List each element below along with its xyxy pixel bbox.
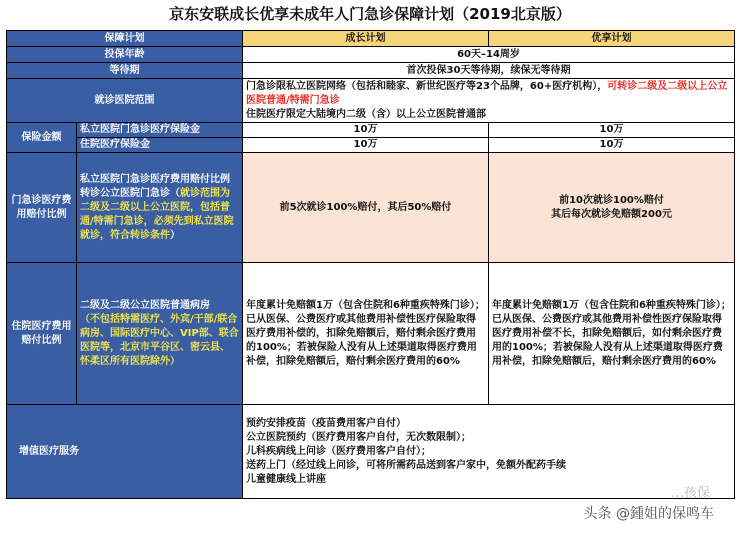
service-item: 公立医院预约（医疗费用客户自付，无次数限制）；	[246, 431, 471, 443]
insurance-plan-table	[6, 30, 735, 499]
inpatient-sub-label	[77, 263, 243, 405]
amount-inpatient-a: 10万	[243, 138, 489, 153]
outpatient-plan-a: 前5次就诊100%赔付，其后50%赔付	[243, 153, 489, 263]
page-title: 京东安联成长优享未成年人门急诊保障计划（2019北京版）	[169, 5, 571, 23]
inpatient-row	[7, 263, 735, 405]
hospital-line1: 门急诊限私立医院网络（包括和睦家、新世纪医疗等23个品牌，60+医疗机构），	[246, 80, 608, 92]
inpatient-sub-label-text: 二级及二级公立医院普通病房	[80, 299, 210, 311]
age-row	[7, 47, 735, 63]
amount-inpatient-b: 10万	[489, 138, 735, 153]
outpatient-plan-b	[489, 153, 735, 263]
amount-label: 保险金额	[7, 123, 77, 153]
amount-private-label: 私立医院门急诊医疗保险金	[77, 123, 243, 138]
service-item: 送药上门（经过线上问诊，可将所需药品送到客户家中，免额外配药手续	[246, 459, 566, 471]
outpatient-transfer-label: 转诊公立医院门急诊（	[80, 187, 180, 199]
service-item: 预约安排疫苗（疫苗费用客户自付）	[246, 417, 406, 429]
service-list	[243, 405, 735, 499]
hospital-label: 就诊医院范围	[7, 79, 243, 123]
outpatient-private-label: 私立医院门急诊医疗费用赔付比例	[80, 173, 230, 185]
watermark: 头条 @鍾姐的保鸣车	[583, 506, 714, 522]
faded-watermark: …孩保	[670, 486, 710, 501]
waiting-row	[7, 63, 735, 79]
hospital-value	[243, 79, 735, 123]
service-label: 增值医疗服务	[7, 405, 243, 499]
header-plan-label: 保障计划	[7, 31, 243, 47]
service-item: 儿科疾病线上问诊（医疗费用客户自付）；	[246, 445, 431, 457]
header-plan-a: 成长计划	[243, 31, 489, 47]
inpatient-sub-yellow: （不包括特需医疗、外宾/干部/联合病房、国际医疗中心、VIP部、联合医院等，北京市平谷区、密云县、怀柔区所有医院除外）	[80, 313, 239, 367]
waiting-value: 首次投保30天等待期，续保无等待期	[243, 63, 735, 79]
amount-inpatient-row	[7, 138, 735, 153]
amount-inpatient-label: 住院医疗保险金	[77, 138, 243, 153]
header-row	[7, 31, 735, 47]
header-plan-b: 优享计划	[489, 31, 735, 47]
amount-private-a: 10万	[243, 123, 489, 138]
outpatient-b-line2: 其后每次就诊免赔额200元	[551, 208, 672, 220]
outpatient-transfer-yellow: 就诊范围为二级及二级以上公立医院，包括普通/特需门急诊，必须先到私立医院就诊，符合转诊条件	[80, 187, 234, 241]
amount-private-b: 10万	[489, 123, 735, 138]
amount-private-row	[7, 123, 735, 138]
outpatient-sub-label	[77, 153, 243, 263]
inpatient-label: 住院医疗费用赔付比例	[7, 263, 77, 405]
inpatient-plan-a: 年度累计免赔额1万（包含住院和6种重疾特殊门诊）；已从医保、公费医疗或其他费用补偿性医疗保险取得医疗费用补偿的，扣除免赔额后，赔付剩余医疗费用的100%；若被保险人没有从上述渠道取得医疗费用补偿，扣除免赔额后，赔付剩余医疗费用的60%	[243, 263, 489, 405]
hospital-red-text: 可转诊二级及二级以上公立医院普通/特需门急诊	[246, 80, 728, 106]
inpatient-plan-b: 年度累计免赔额1万（包含住院和6种重疾特殊门诊）；已从医保、公费医疗或其他费用补偿性医疗保险取得医疗费用补偿不长，扣除免赔额后，如付剩余医疗费用的100%；若被保险人没有从上述渠道取得医疗费用补偿，扣除免赔额后，赔付剩余医疗费用的60%	[489, 263, 735, 405]
service-item: 儿童健康线上讲座	[246, 473, 326, 485]
outpatient-b-line1: 前10次就诊100%赔付	[559, 194, 664, 206]
service-row	[7, 405, 735, 499]
outpatient-label: 门急诊医疗费用赔付比例	[7, 153, 77, 263]
outpatient-transfer-close: ）	[170, 229, 180, 241]
hospital-row	[7, 79, 735, 123]
outpatient-row	[7, 153, 735, 263]
age-label: 投保年龄	[7, 47, 243, 63]
hospital-line2: 住院医疗限定大陆境内二级（含）以上公立医院普通部	[246, 108, 486, 120]
waiting-label: 等待期	[7, 63, 243, 79]
age-value: 60天–14周岁	[243, 47, 735, 63]
